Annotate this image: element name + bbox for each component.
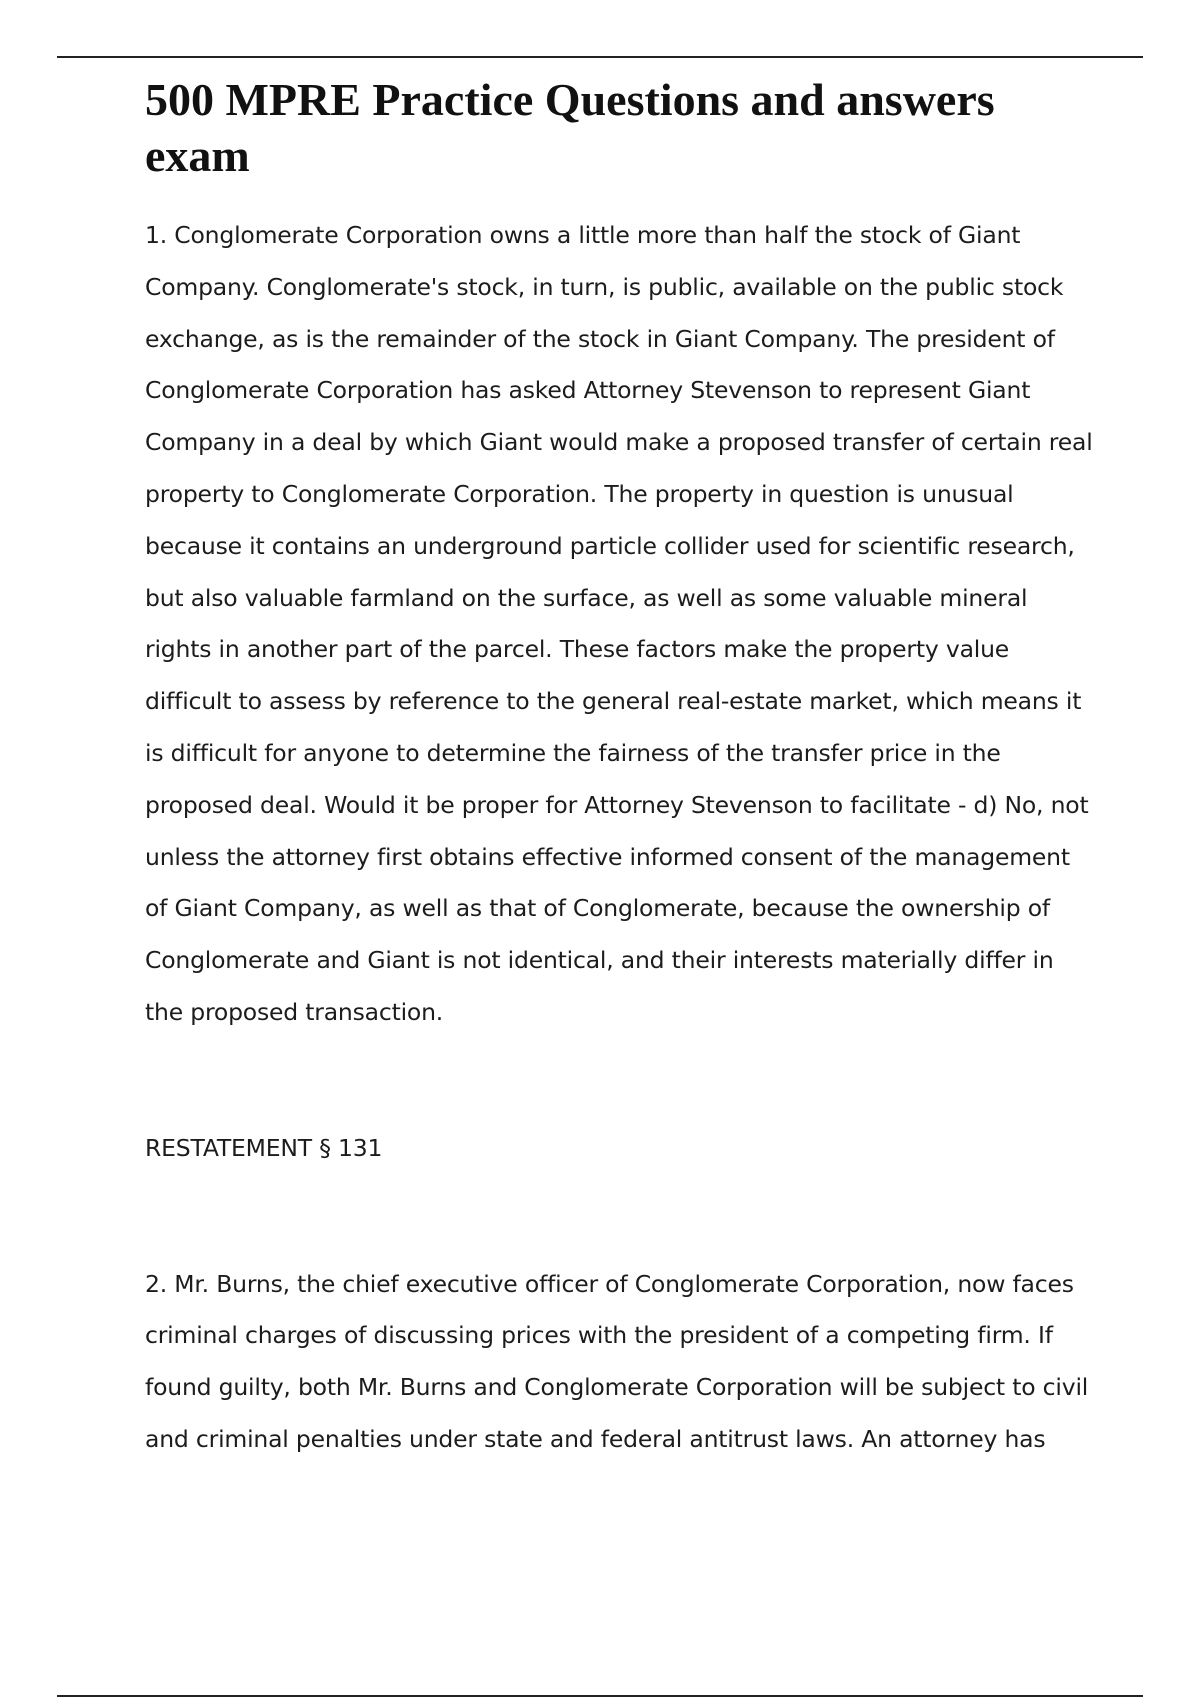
spacer [145,1175,1095,1259]
document-title: 500 MPRE Practice Questions and answers exam [145,74,995,181]
top-rule [57,56,1143,58]
question-1-text: 1. Conglomerate Corporation owns a little more than half the stock of Giant Company. Conglomerate's stock, in turn, is public, available on the public stock exchange, as is the remainder of the stock in Giant Company. The president of Conglomerate Corporation has asked Attorney Stevenson to represent Giant Company in a deal by which Giant would make a proposed transfer of certain real property to Conglomerate Corporation. The property in question is unusual because it contains an underground particle collider used for scientific research, but also valuable farmland on the surface, as well as some valuable mineral rights in another part of the parcel. These factors make the property value difficult to assess by reference to the general real-estate market, which means it is difficult for anyone to determine the fairness of the transfer price in the proposed deal. Would it be proper for Attorney Stevenson to facilitate - d) No, not unless the attorney first obtains effective informed consent of the management of Giant Company, as well as that of Conglomerate, because the ownership of Conglomerate and Giant is not identical, and their interests materially differ in the proposed transaction. [145,221,1093,1026]
bottom-rule [57,1695,1143,1697]
spacer [145,1039,1095,1123]
question-2-text: 2. Mr. Burns, the chief executive officer of Conglomerate Corporation, now faces criminal charges of discussing prices with the president of a competing firm. If found guilty, both Mr. Burns and Conglomerate Corporation will be subject to civil and criminal penalties under state and federal antitrust laws. An attorney has [145,1269,1089,1453]
page-content [145,72,1095,1466]
reference-1: RESTATEMENT § 131 [145,1133,383,1162]
